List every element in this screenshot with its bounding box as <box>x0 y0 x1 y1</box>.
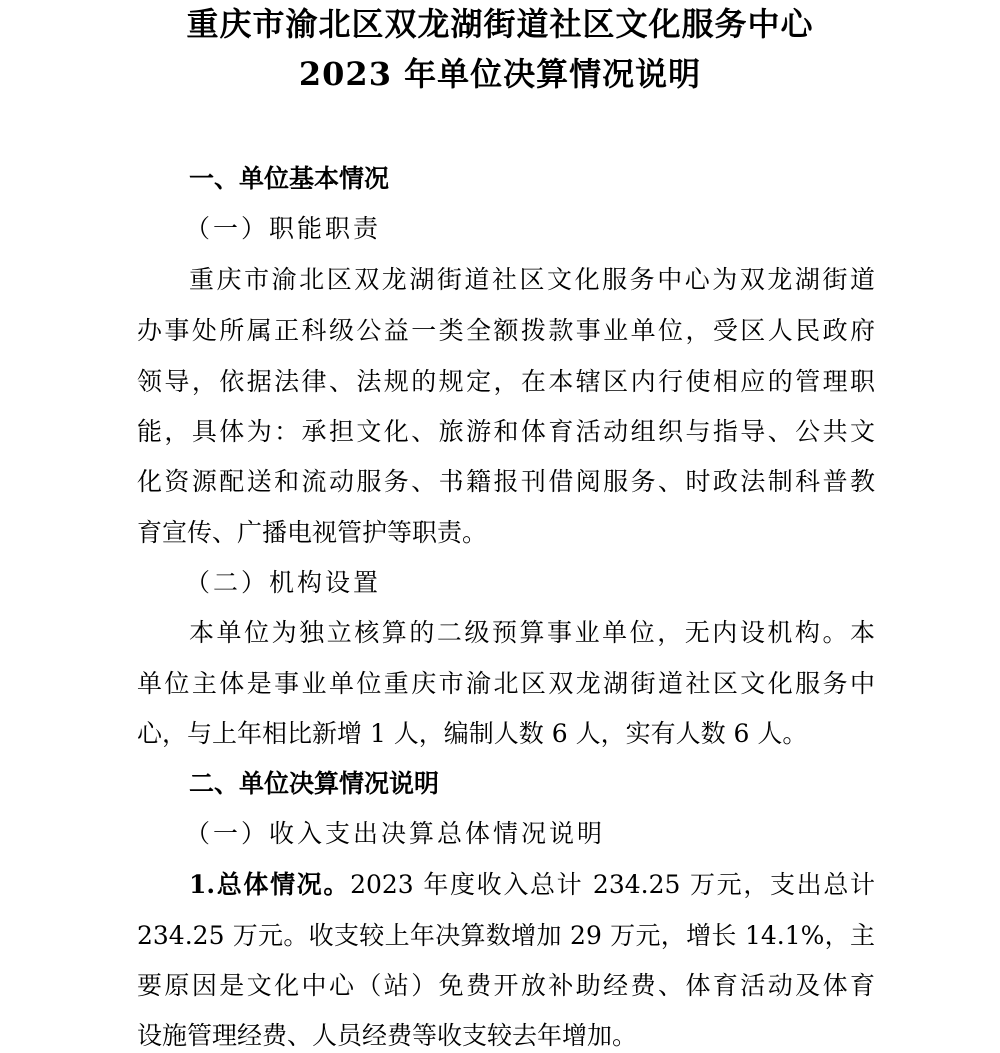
paragraph-line: 设施管理经费、人员经费等收支较去年增加。 <box>137 1021 638 1050</box>
paragraph-line: 心，与上年相比新增 1 人，编制人数 6 人，实有人数 6 人。 <box>137 719 808 748</box>
paragraph-line: 单位主体是事业单位重庆市渝北区双龙湖街道社区文化服务中 <box>137 669 875 698</box>
paragraph-lead-line <box>189 869 875 901</box>
paragraph-line: 育宣传、广播电视管护等职责。 <box>137 518 488 547</box>
subsection-heading-functions: （一）职能职责 <box>185 214 382 243</box>
paragraph-lead-text: 2023 年度收入总计 234.25 万元，支出总计 <box>350 870 875 899</box>
paragraph-line: 重庆市渝北区双龙湖街道社区文化服务中心为双龙湖街道 <box>189 265 875 294</box>
paragraph-lead-bold: 1.总体情况。 <box>189 870 351 899</box>
section-heading-basic-info: 一、单位基本情况 <box>189 164 390 193</box>
document-title-line-2: 2023 年单位决算情况说明 <box>298 55 702 93</box>
paragraph-line: 234.25 万元。收支较上年决算数增加 29 万元，增长 14.1%，主 <box>137 921 875 950</box>
paragraph-line: 要原因是文化中心（站）免费开放补助经费、体育活动及体育 <box>137 971 875 1000</box>
paragraph-line: 能，具体为：承担文化、旅游和体育活动组织与指导、公共文 <box>137 417 875 446</box>
paragraph-line: 办事处所属正科级公益一类全额拨款事业单位，受区人民政府 <box>137 316 875 345</box>
paragraph-line: 化资源配送和流动服务、书籍报刊借阅服务、时政法制科普教 <box>137 467 875 496</box>
document-title-line-1: 重庆市渝北区双龙湖街道社区文化服务中心 <box>186 5 814 43</box>
section-heading-final-accounts: 二、单位决算情况说明 <box>189 769 440 798</box>
subsection-heading-organization: （二）机构设置 <box>185 568 382 597</box>
paragraph-line: 本单位为独立核算的二级预算事业单位，无内设机构。本 <box>189 618 875 647</box>
subsection-heading-income-expense: （一）收入支出决算总体情况说明 <box>185 819 606 848</box>
paragraph-line: 领导，依据法律、法规的规定，在本辖区内行使相应的管理职 <box>137 367 875 396</box>
